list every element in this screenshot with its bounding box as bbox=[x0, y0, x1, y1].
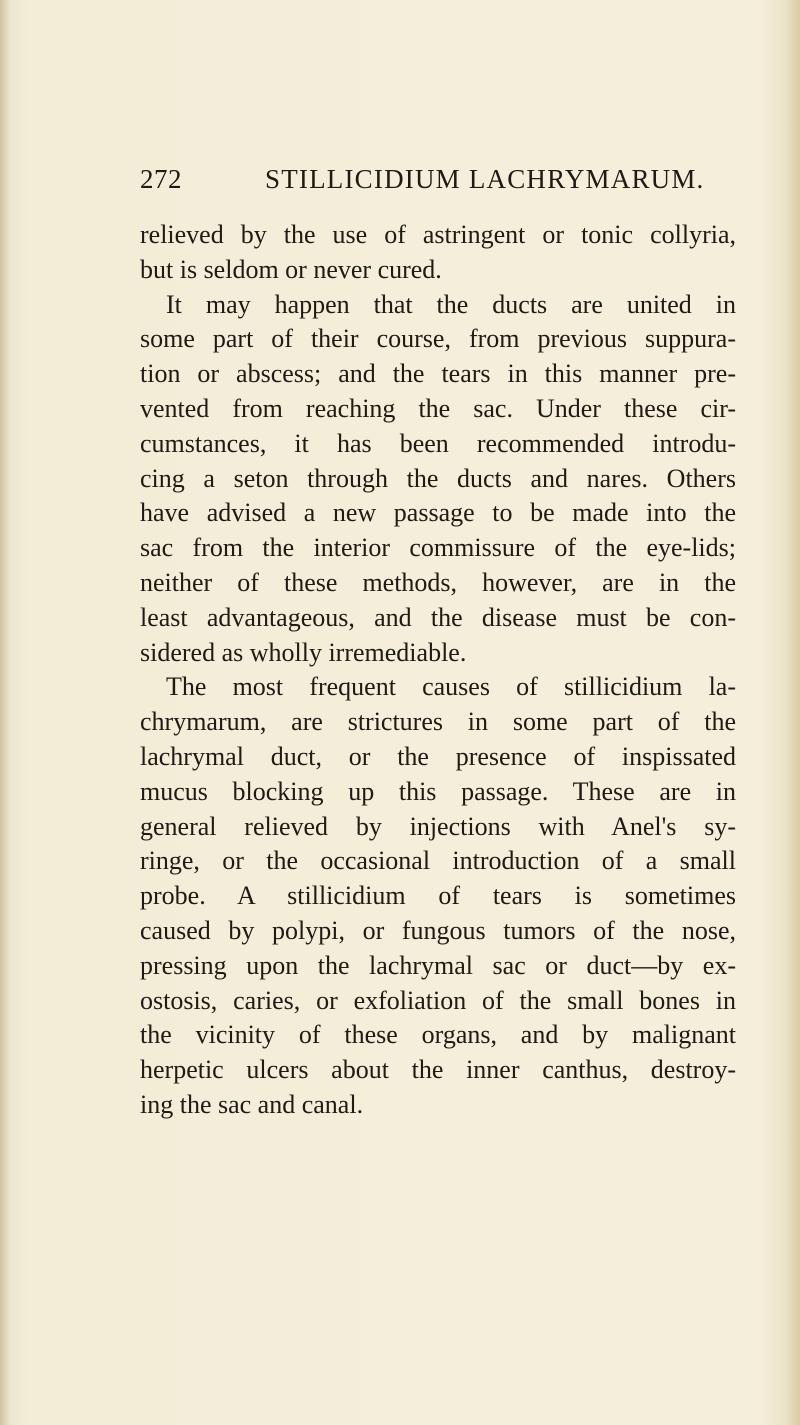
text-line: lachrymal duct, or the presence of inspissated bbox=[140, 741, 736, 771]
page-header bbox=[140, 164, 750, 200]
text-line: but is seldom or never cured. bbox=[140, 254, 442, 284]
text-line: tion or abscess; and the tears in this manner pre- bbox=[140, 359, 736, 389]
text-line: herpetic ulcers about the inner canthus, destroy- bbox=[140, 1055, 736, 1085]
body-text bbox=[140, 218, 736, 1123]
text-line: least advantageous, and the disease must be con- bbox=[140, 602, 736, 632]
page-gutter-shadow bbox=[0, 0, 10, 1425]
text-line: neither of these methods, however, are in the bbox=[140, 567, 736, 597]
text-line: pressing upon the lachrymal sac or duct—by ex- bbox=[140, 950, 736, 980]
running-head: STILLICIDIUM LACHRYMARUM. bbox=[265, 164, 705, 194]
text-line: have advised a new passage to be made into the bbox=[140, 498, 736, 528]
text-line: cumstances, it has been recommended introdu- bbox=[140, 428, 736, 458]
text-line: general relieved by injections with Anel's sy- bbox=[140, 811, 736, 841]
text-line: ringe, or the occasional introduction of a small bbox=[140, 846, 736, 876]
text-line: ing the sac and canal. bbox=[140, 1089, 364, 1119]
text-line: probe. A stillicidium of tears is sometimes bbox=[140, 881, 736, 911]
text-line: the vicinity of these organs, and by malignant bbox=[140, 1020, 736, 1050]
text-line: mucus blocking up this passage. These are in bbox=[140, 776, 736, 806]
text-line: cing a seton through the ducts and nares. Others bbox=[140, 463, 736, 493]
text-line: relieved by the use of astringent or tonic collyria, bbox=[140, 220, 736, 249]
text-line: It may happen that the ducts are united in bbox=[166, 289, 736, 319]
text-line: some part of their course, from previous suppura- bbox=[140, 324, 736, 354]
page-edge-shadow bbox=[786, 0, 800, 1425]
text-line: chrymarum, are strictures in some part of the bbox=[140, 707, 736, 737]
text-line: sac from the interior commissure of the eye-lids; bbox=[140, 533, 736, 563]
page-number: 272 bbox=[140, 164, 182, 194]
text-line: caused by polypi, or fungous tumors of the nose, bbox=[140, 915, 736, 945]
text-line: vented from reaching the sac. Under these cir- bbox=[140, 393, 736, 423]
text-line: The most frequent causes of stillicidium la- bbox=[166, 672, 736, 702]
text-line: sidered as wholly irremediable. bbox=[140, 637, 467, 667]
text-line: ostosis, caries, or exfoliation of the small bones in bbox=[140, 985, 736, 1015]
